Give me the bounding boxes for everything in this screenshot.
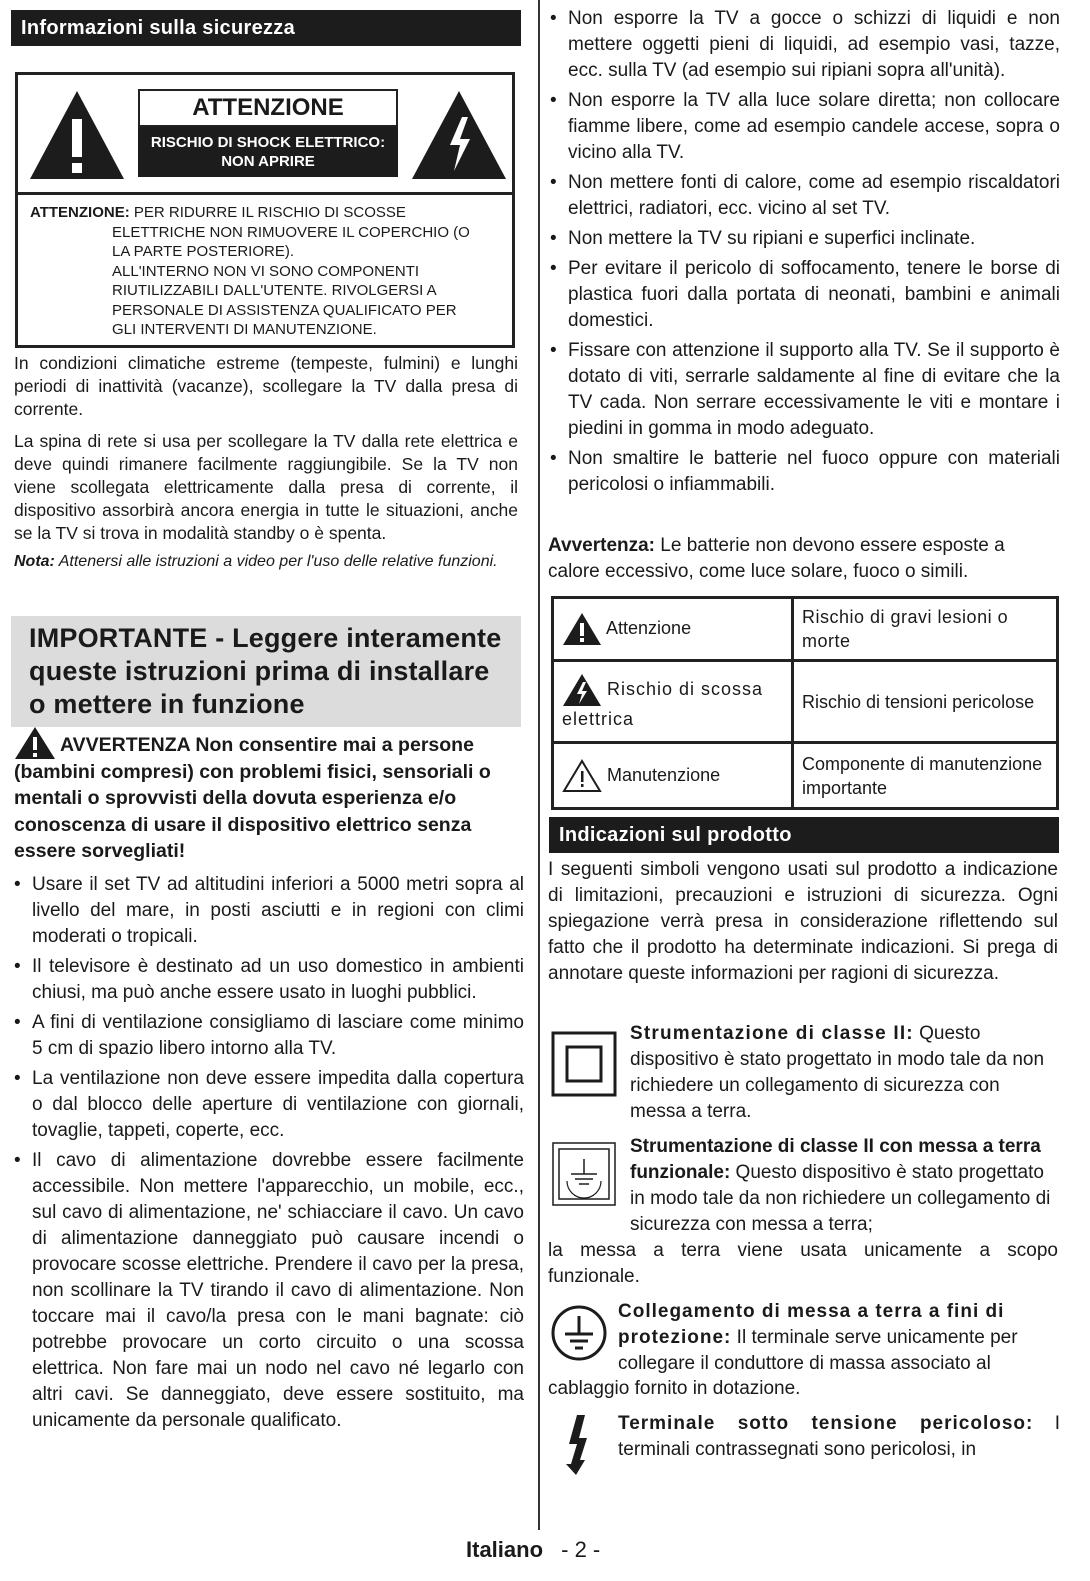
class-ii-functional-earth-icon bbox=[551, 1141, 617, 1207]
lightning-triangle-icon bbox=[562, 673, 602, 707]
product-header: Indicazioni sul prodotto bbox=[549, 817, 1059, 853]
list-item: • Non smaltire le batterie nel fuoco oppure con materiali pericolosi o infiammabili. bbox=[548, 446, 1060, 498]
list-item: • A fini di ventilazione consigliamo di lasciare come minimo 5 cm di spazio libero intorno alla TV. bbox=[12, 1010, 524, 1062]
warning-box bbox=[15, 72, 515, 348]
safety-header: Informazioni sulla sicurezza bbox=[11, 10, 521, 46]
table-row: Rischio di scossa elettrica bbox=[553, 661, 793, 743]
avvertenza-block: AVVERTENZA Non consentire mai a persone (bambini compresi) con problemi fisici, sensoriali o mentali o sprovvisti della dovuta esperienza e/o conoscenza di usare il dispositivo elettrico senza essere sorvegliati! bbox=[14, 732, 526, 865]
lightning-triangle-icon bbox=[410, 89, 508, 181]
table-cell: Componente di manutenzione importante bbox=[793, 743, 1058, 809]
table-cell: Rischio di gravi lesioni o morte bbox=[793, 598, 1058, 661]
left-bullet-list bbox=[12, 872, 524, 1438]
list-item: • Non mettere fonti di calore, come ad esempio riscaldatori elettrici, radiatori, ecc. vicino al set TV. bbox=[548, 170, 1060, 222]
warning-triangle-icon bbox=[562, 612, 602, 646]
avvertenza-batterie: Avvertenza: Le batterie non devono essere esposte a calore eccessivo, come luce solare, fuoco o simili. bbox=[548, 535, 1005, 582]
hazardous-live-bolt-icon bbox=[563, 1414, 593, 1476]
footer-language: Italiano bbox=[466, 1537, 544, 1562]
protective-earth-continued: cablaggio fornito in dotazione. bbox=[548, 1378, 801, 1399]
class-ii-fe-continued: la messa a terra viene usata unicamente a scopo funzionale. bbox=[548, 1240, 1058, 1287]
attenzione-title: ATTENZIONE bbox=[138, 89, 398, 127]
warning-body: ATTENZIONE: PER RIDURRE IL RISCHIO DI SCOSSE ELETTRICHE NON RIMUOVERE IL COPERCHIO (O LA PARTE POSTERIORE). ALL'INTERNO NON VI SONO COMPONENTI RIUTILIZZABILI DALL'UTENTE. RIVOLGERSI A PERSONALE DI ASSISTENZA QUALIFICATO PER GLI INTERVENTI DI MANUTENZIONE. bbox=[30, 204, 470, 338]
list-item: • Per evitare il pericolo di soffocamento, tenere le borse di plastica fuori dalla portata di neonati, bambini e animali domestici. bbox=[548, 256, 1060, 334]
list-item: • Fissare con attenzione il supporto alla TV. Se il supporto è dotato di viti, serrarle saldamente al fine di evitare che la TV cada. Non serrare eccessivamente le viti e montare i piedini in gomma in modo adeguato. bbox=[548, 338, 1060, 442]
list-item: • Non esporre la TV a gocce o schizzi di liquidi e non mettere oggetti pieni di liquidi, ad esempio vasi, tazze, ecc. sulla TV (ad esempio sui ripiani sopra all'unità). bbox=[548, 6, 1060, 84]
table-row: Manutenzione bbox=[553, 743, 793, 809]
exclamation-triangle-icon bbox=[28, 89, 126, 181]
protective-earth-icon bbox=[550, 1304, 608, 1362]
table-cell: Rischio di tensioni pericolose bbox=[793, 661, 1058, 743]
page-number: - 2 - bbox=[561, 1537, 601, 1562]
class-ii-text: Strumentazione di classe II: Questo dispositivo è stato progettato in modo tale da non richiedere un collegamento di sicurezza con messa a terra. bbox=[630, 1023, 1045, 1122]
column-divider bbox=[538, 0, 540, 1530]
table-row: Attenzione bbox=[553, 598, 793, 661]
hazardous-live-text: Terminale sotto tensione pericoloso: I terminali contrassegnati sono pericolosi, in bbox=[618, 1413, 1060, 1460]
nota-line: Nota: Attenersi alle istruzioni a video per l'uso delle relative funzioni. bbox=[14, 553, 498, 570]
protective-earth-text: Collegamento di messa a terra a fini di protezione: Il terminale serve unicamente per collegare il conduttore di massa associato al bbox=[618, 1301, 1018, 1374]
shock-warning-label: RISCHIO DI SHOCK ELETTRICO: NON APRIRE bbox=[138, 127, 398, 177]
page-footer bbox=[466, 1537, 666, 1563]
maintenance-triangle-icon bbox=[562, 759, 602, 793]
list-item: • Usare il set TV ad altitudini inferiori a 5000 metri sopra al livello del mare, in posti asciutti e in regioni con climi moderati o tropicali. bbox=[12, 872, 524, 950]
class-ii-square-icon bbox=[551, 1031, 617, 1097]
plug-paragraph: La spina di rete si usa per scollegare la TV dalla rete elettrica e deve quindi rimanere facilmente raggiungibile. Se la TV non viene scollegata elettricamente dalla presa di corrente, il dispositivo assorbirà ancora energia in tutte le situazioni, anche se la TV si trova in modalità standby o è spenta. bbox=[14, 431, 518, 543]
list-item: • Il cavo di alimentazione dovrebbe essere facilmente accessibile. Non mettere l'apparecchio, un mobile, ecc., sul cavo di alimentazione, ne' schiacciare il cavo. Un cavo di alimentazione danneggiato può causare incendi o provocare scosse elettriche. Prendere il cavo per la presa, non scollinare la TV tirando il cavo di alimentazione. Non toccare mai il cavo/la presa con le mani bagnate: ciò potrebbe provocare un corto circuito o una scossa elettrica. Non fare mai un nodo nel cavo né legarlo con altri cavi. Se danneggiato, deve essere sostituito, ma unicamente da personale qualificato. bbox=[12, 1148, 524, 1434]
climate-paragraph: In condizioni climatiche estreme (tempeste, fulmini) e lunghi periodi di inattività (vacanze), scollegare la TV dalla presa di corrente. bbox=[14, 353, 518, 419]
importante-heading: IMPORTANTE - Leggere interamente queste istruzioni prima di installare o mettere in funzione bbox=[11, 616, 521, 727]
warning-triangle-icon bbox=[14, 726, 56, 760]
symbols-table bbox=[551, 596, 1059, 810]
list-item: • La ventilazione non deve essere impedita dalla copertura o dal blocco delle aperture di ventilazione con giornali, tovaglie, tappeti, coperte, ecc. bbox=[12, 1066, 524, 1144]
class-ii-fe-text: Strumentazione di classe II con messa a terra funzionale: Questo dispositivo è stato progettato in modo tale da non richiedere un collegamento di sicurezza con messa a terra; bbox=[630, 1136, 1051, 1235]
list-item: • Il televisore è destinato ad un uso domestico in ambienti chiusi, ma può anche essere usato in luoghi pubblici. bbox=[12, 954, 524, 1006]
right-bullet-list bbox=[548, 6, 1060, 502]
product-intro: I seguenti simboli vengono usati sul prodotto a indicazione di limitazioni, precauzioni e istruzioni di sicurezza. Ogni spiegazione verrà presa in considerazione riflettendo sul fatto che il prodotto ha determinate indicazioni. Si prega di annotare queste informazioni per ragioni di sicurezza. bbox=[548, 859, 1058, 984]
list-item: • Non mettere la TV su ripiani e superfici inclinate. bbox=[548, 226, 1060, 252]
list-item: • Non esporre la TV alla luce solare diretta; non collocare fiamme libere, come ad esempio candele accese, sopra o vicino alla TV. bbox=[548, 88, 1060, 166]
